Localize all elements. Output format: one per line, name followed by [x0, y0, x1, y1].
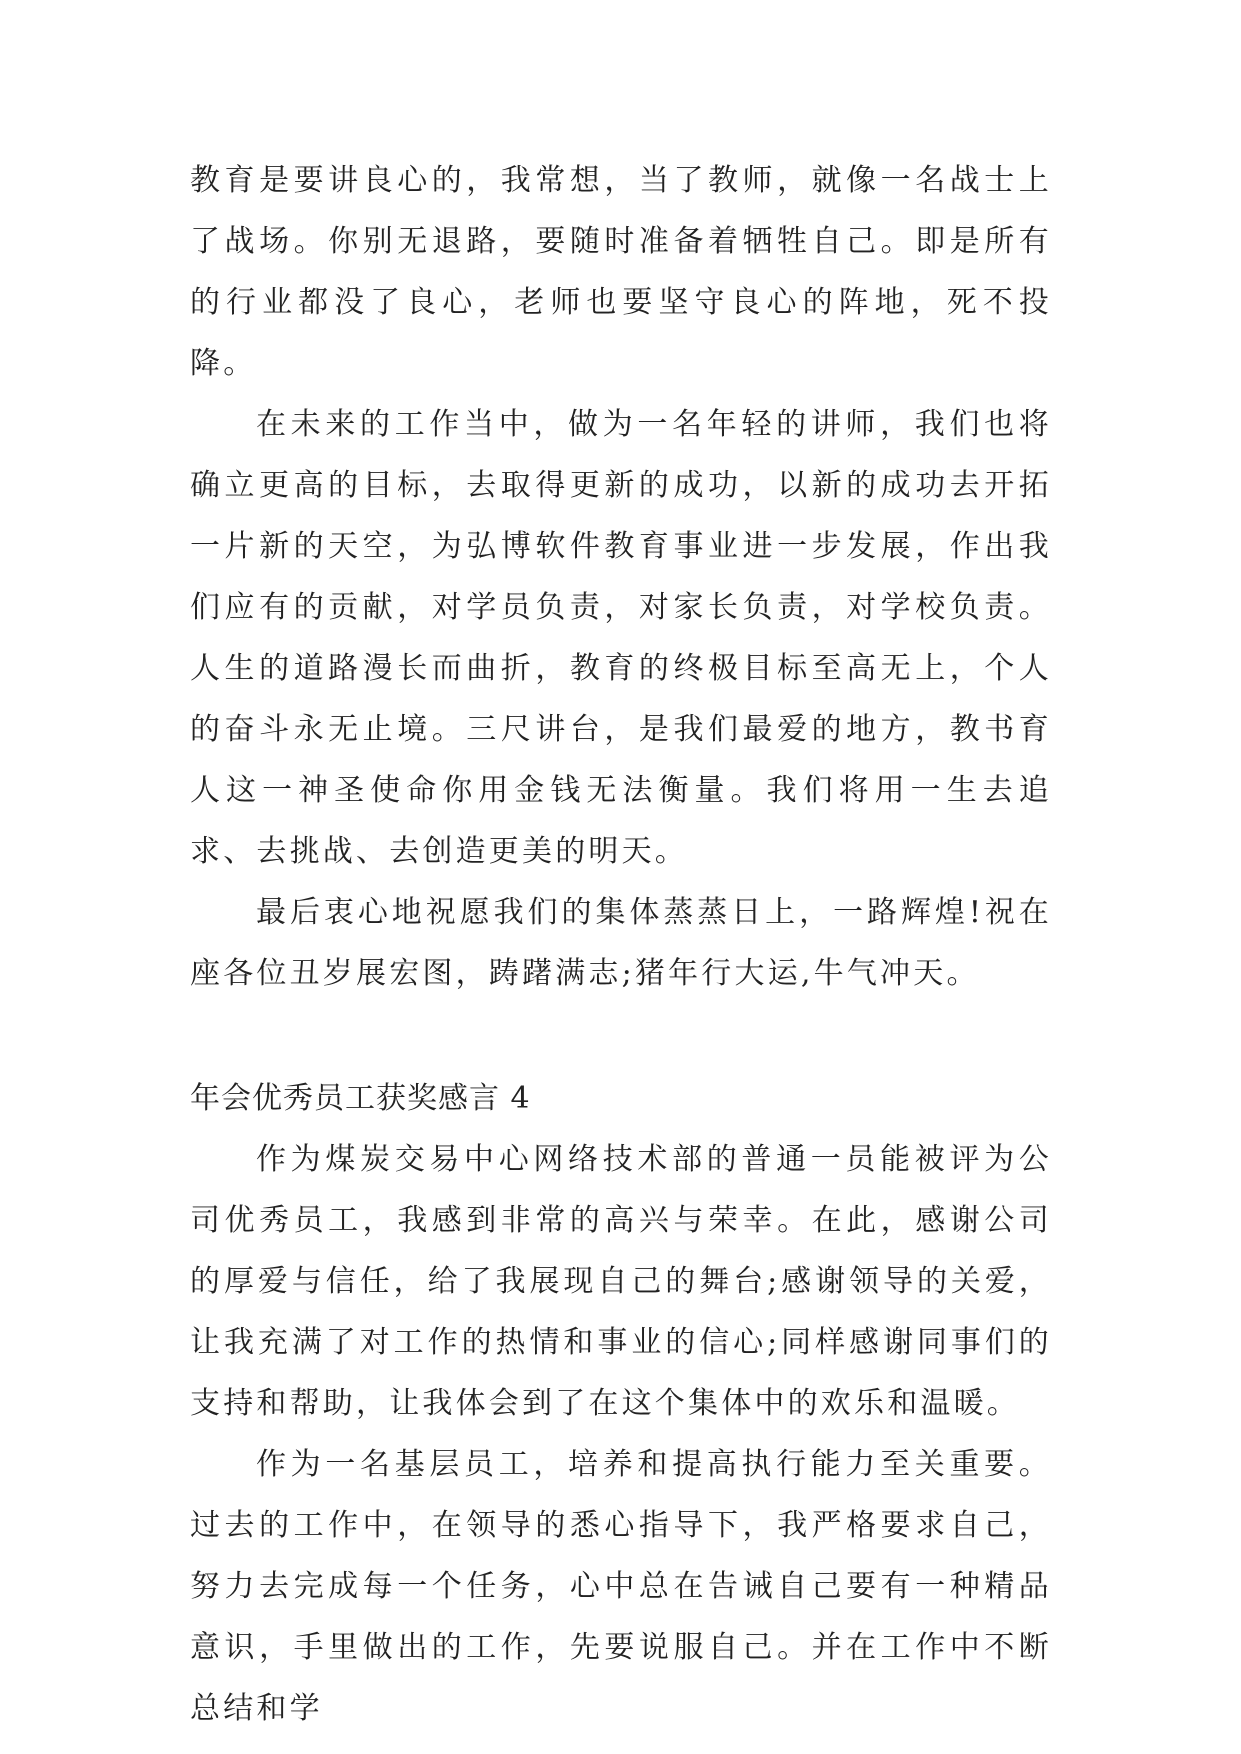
paragraph-execution-ability: 作为一名基层员工，培养和提高执行能力至关重要。过去的工作中，在领导的悉心指导下，我严格要求自己，努力去完成每一个任务，心中总在告诫自己要有一种精品意识，手里做出的工作，先要说服自己。并在工作中不断总结和学: [190, 1447, 1052, 1726]
paragraph-award-thanks: 作为煤炭交易中心网络技术部的普通一员能被评为公司优秀员工，我感到非常的高兴与荣幸。在此，感谢公司的厚爱与信任，给了我展现自己的舞台;感谢领导的关爱，让我充满了对工作的热情和事业的信心;同样感谢同事们的支持和帮助，让我体会到了在这个集体中的欢乐和温暖。: [190, 1142, 1052, 1421]
paragraph-conscience: 教育是要讲良心的，我常想，当了教师，就像一名战士上了战场。你别无退路，要随时准备着牺牲自己。即是所有的行业都没了良心，老师也要坚守良心的阵地，死不投降。: [190, 163, 1052, 381]
paragraph-future-work: 在未来的工作当中，做为一名年轻的讲师，我们也将确立更高的目标，去取得更新的成功，以新的成功去开拓一片新的天空，为弘博软件教育事业进一步发展，作出我们应有的贡献，对学员负责，对家长负责，对学校负责。人生的道路漫长而曲折，教育的终极目标至高无上，个人的奋斗永无止境。三尺讲台，是我们最爱的地方，教书育人这一神圣使命你用金钱无法衡量。我们将用一生去追求、去挑战、去创造更美的明天。: [190, 407, 1052, 869]
paragraph-closing-wishes: 最后衷心地祝愿我们的集体蒸蒸日上，一路辉煌!祝在座各位丑岁展宏图，踌躇满志;猪年行大运,牛气冲天。: [190, 895, 1052, 991]
section-heading: 年会优秀员工获奖感言 4: [190, 1081, 531, 1116]
document-body: [190, 150, 1052, 1739]
